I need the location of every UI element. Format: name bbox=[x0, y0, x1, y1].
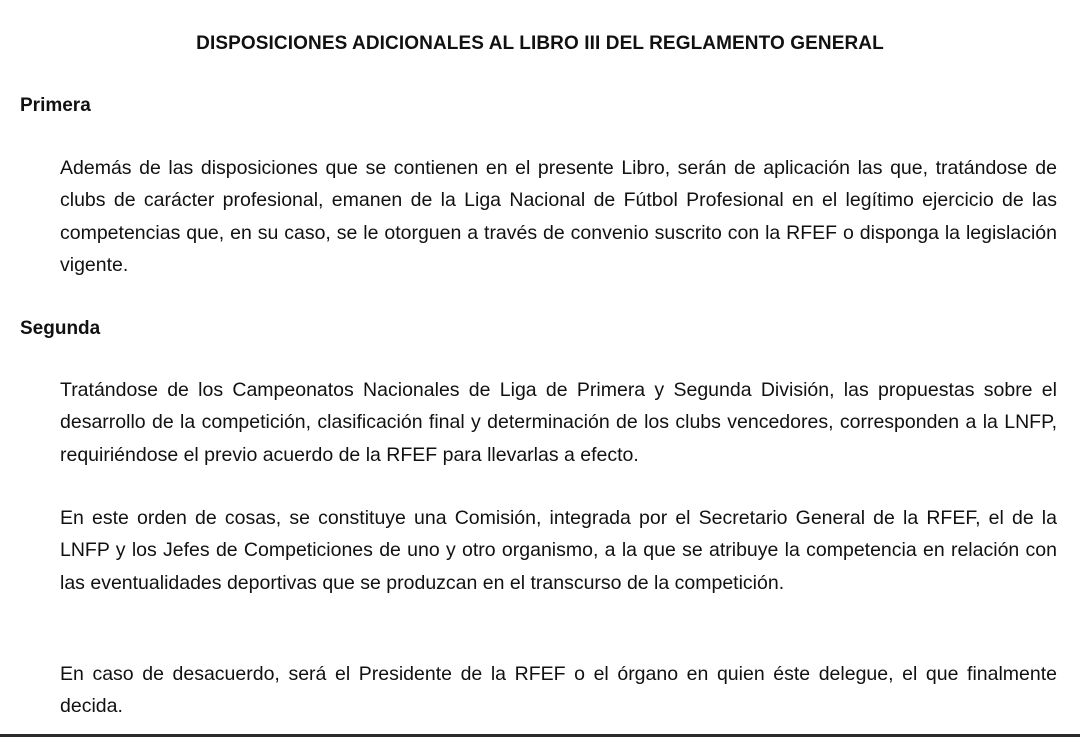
paragraph-primera-1: Además de las disposiciones que se contienen en el presente Libro, serán de aplicación las que, tratándose de clubs de carácter profesional, emanen de la Liga Nacional de Fútbol Profesional en el legítimo ejercicio de las competencias que, en su caso, se le otorguen a través de convenio suscrito con la RFEF o disponga la legislación vigente. bbox=[60, 157, 1057, 277]
paragraph-segunda-2: En este orden de cosas, se constituye una Comisión, integrada por el Secretario General de la RFEF, el de la LNFP y los Jefes de Competiciones de uno y otro organismo, a la que se atribuye la competencia en relación con las eventualidades deportivas que se produzcan en el transcurso de la competición. bbox=[60, 507, 1057, 594]
paragraph-segunda-3: En caso de desacuerdo, será el Presidente de la RFEF o el órgano en quien éste delegue, el que finalmente decida. bbox=[60, 663, 1057, 718]
paragraph-segunda-1: Tratándose de los Campeonatos Nacionales de Liga de Primera y Segunda División, las propuestas sobre el desarrollo de la competición, clasificación final y determinación de los clubs vencedores, corresponden a la LNFP, requiriéndose el previo acuerdo de la RFEF para llevarlas a efecto. bbox=[60, 379, 1057, 466]
section-heading-segunda: Segunda bbox=[20, 318, 101, 339]
section-heading-primera: Primera bbox=[20, 95, 91, 116]
document-title: DISPOSICIONES ADICIONALES AL LIBRO III DEL REGLAMENTO GENERAL bbox=[196, 33, 884, 54]
